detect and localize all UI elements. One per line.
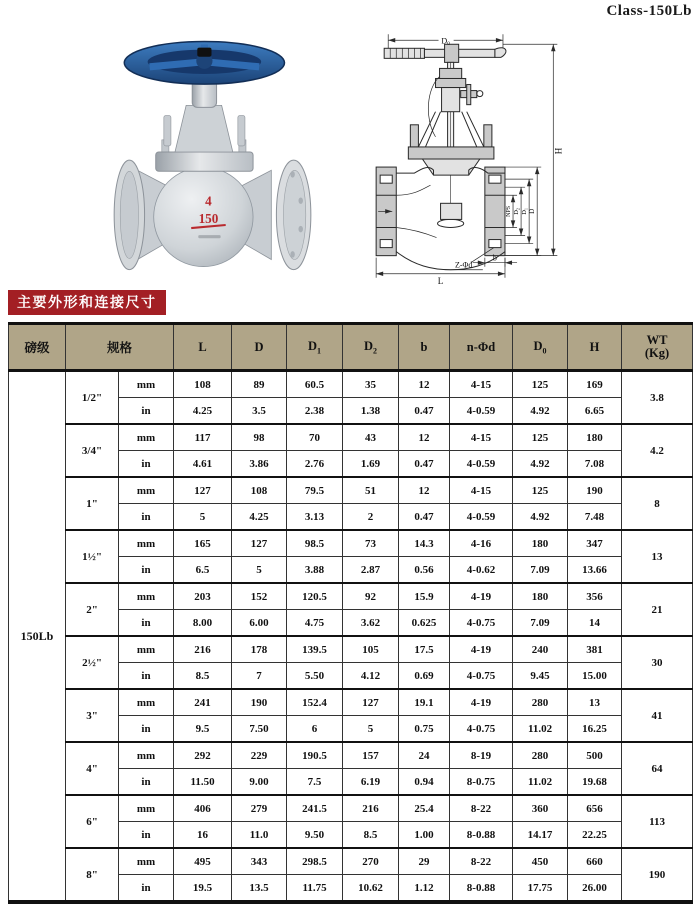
dim-value-cell: 7	[232, 663, 287, 690]
dim-value-cell: 8.00	[174, 610, 232, 637]
dim-value-cell: 98	[232, 424, 287, 451]
dimension-arrowhead	[551, 249, 555, 256]
dim-value-cell: 4-0.59	[450, 504, 513, 531]
dim-value-cell: 4.25	[174, 398, 232, 425]
dim-label-d0: D0	[441, 36, 450, 47]
dimension-arrowhead	[511, 195, 515, 202]
dim-value-cell: 1.00	[399, 822, 450, 849]
dim-value-cell: 127	[174, 477, 232, 504]
dim-value-cell: 139.5	[287, 636, 343, 663]
size-cell: 1"	[66, 477, 119, 530]
size-row-mm	[9, 742, 693, 769]
dimensions-table	[8, 322, 693, 904]
dim-value-cell: 203	[174, 583, 232, 610]
dim-value-cell: 656	[568, 795, 622, 822]
dim-value-cell: 5	[343, 716, 399, 743]
dim-value-cell: 495	[174, 848, 232, 875]
unit-mm-cell: mm	[119, 530, 174, 557]
dim-value-cell: 12	[399, 371, 450, 398]
dim-label-l: L	[437, 275, 444, 286]
header-wt-top: WT	[646, 333, 668, 347]
dim-value-cell: 98.5	[287, 530, 343, 557]
dim-value-cell: 89	[232, 371, 287, 398]
dim-value-cell: 2	[343, 504, 399, 531]
dim-value-cell: 450	[513, 848, 568, 875]
dim-value-cell: 240	[513, 636, 568, 663]
valve-photo	[103, 20, 321, 282]
dim-value-cell: 8-22	[450, 795, 513, 822]
header-H: H	[568, 324, 622, 371]
pound-class-cell: 150Lb	[9, 371, 66, 903]
size-row-mm	[9, 424, 693, 451]
size-cell: 1/2"	[66, 371, 119, 425]
dim-value-cell: 4.75	[287, 610, 343, 637]
weight-cell: 4.2	[622, 424, 693, 477]
dim-value-cell: 4.25	[232, 504, 287, 531]
dim-value-cell: 0.94	[399, 769, 450, 796]
weight-cell: 41	[622, 689, 693, 742]
dim-value-cell: 127	[343, 689, 399, 716]
dim-value-cell: 14.17	[513, 822, 568, 849]
dim-value-cell: 4-19	[450, 689, 513, 716]
dim-value-cell: 4-15	[450, 371, 513, 398]
dim-value-cell: 8-19	[450, 742, 513, 769]
dim-value-cell: 4-15	[450, 424, 513, 451]
dim-value-cell: 11.50	[174, 769, 232, 796]
dim-value-cell: 79.5	[287, 477, 343, 504]
header-D1: $D_1$	[287, 324, 343, 371]
dim-value-cell: 292	[174, 742, 232, 769]
dim-value-cell: 241	[174, 689, 232, 716]
dim-value-cell: 4-19	[450, 636, 513, 663]
unit-in-cell: in	[119, 504, 174, 531]
dim-value-cell: 51	[343, 477, 399, 504]
dim-value-cell: 14.3	[399, 530, 450, 557]
weight-cell: 13	[622, 530, 693, 583]
dim-value-cell: 9.00	[232, 769, 287, 796]
size-cell: 6"	[66, 795, 119, 848]
unit-mm-cell: mm	[119, 636, 174, 663]
dim-value-cell: 152	[232, 583, 287, 610]
dim-value-cell: 157	[343, 742, 399, 769]
gland-bolt	[238, 116, 245, 146]
dim-value-cell: 500	[568, 742, 622, 769]
size-row-mm	[9, 477, 693, 504]
dim-value-cell: 343	[232, 848, 287, 875]
size-cell: 3"	[66, 689, 119, 742]
dim-value-cell: 190	[232, 689, 287, 716]
dim-value-cell: 280	[513, 689, 568, 716]
header-pound-class: 磅级	[9, 324, 66, 371]
dim-value-cell: 19.1	[399, 689, 450, 716]
dim-value-cell: 3.88	[287, 557, 343, 584]
size-cell: 4"	[66, 742, 119, 795]
dim-value-cell: 0.47	[399, 504, 450, 531]
dim-value-cell: 120.5	[287, 583, 343, 610]
header-wt-bottom: (Kg)	[644, 346, 670, 360]
globe-valve-photo-svg	[103, 20, 321, 282]
dim-value-cell: 12	[399, 477, 450, 504]
dim-value-cell: 4-19	[450, 583, 513, 610]
dim-value-cell: 19.68	[568, 769, 622, 796]
bolt-hole	[290, 251, 294, 257]
dim-value-cell: 7.08	[568, 451, 622, 478]
size-cell: 8"	[66, 848, 119, 902]
unit-in-cell: in	[119, 663, 174, 690]
weight-cell: 21	[622, 583, 693, 636]
dim-value-cell: 216	[174, 636, 232, 663]
left-flange-face	[120, 171, 138, 258]
dim-value-cell: 6.00	[232, 610, 287, 637]
dim-value-cell: 105	[343, 636, 399, 663]
size-cell: 2"	[66, 583, 119, 636]
dim-value-cell: 356	[568, 583, 622, 610]
dim-value-cell: 180	[513, 583, 568, 610]
dim-value-cell: 125	[513, 424, 568, 451]
size-row-mm	[9, 795, 693, 822]
dim-value-cell: 2.87	[343, 557, 399, 584]
weight-cell: 113	[622, 795, 693, 848]
dim-value-cell: 270	[343, 848, 399, 875]
dim-value-cell: 10.62	[343, 875, 399, 903]
dim-value-cell: 125	[513, 477, 568, 504]
dim-value-cell: 0.625	[399, 610, 450, 637]
size-row-mm	[9, 689, 693, 716]
class-rating-label: Class-150Lb	[606, 3, 692, 19]
unit-in-cell: in	[119, 398, 174, 425]
dim-value-cell: 70	[287, 424, 343, 451]
dim-value-cell: 4-0.75	[450, 716, 513, 743]
dim-value-cell: 8.5	[174, 663, 232, 690]
weight-cell: 190	[622, 848, 693, 902]
cast-text-mark	[198, 235, 220, 238]
dim-value-cell: 43	[343, 424, 399, 451]
valve-section	[376, 44, 506, 269]
unit-mm-cell: mm	[119, 371, 174, 398]
dim-value-cell: 26.00	[568, 875, 622, 903]
dim-value-cell: 11.0	[232, 822, 287, 849]
unit-mm-cell: mm	[119, 848, 174, 875]
unit-mm-cell: mm	[119, 795, 174, 822]
dim-value-cell: 13	[568, 689, 622, 716]
header-n-phi-d: n-Φd	[450, 324, 513, 371]
unit-mm-cell: mm	[119, 424, 174, 451]
dim-value-cell: 152.4	[287, 689, 343, 716]
dim-value-cell: 11.02	[513, 769, 568, 796]
dim-label-bolt-holes: Z-Φd	[454, 260, 473, 270]
weight-cell: 3.8	[622, 371, 693, 425]
dim-value-cell: 4-0.59	[450, 451, 513, 478]
unit-in-cell: in	[119, 557, 174, 584]
dim-value-cell: 4.12	[343, 663, 399, 690]
dim-label-b: b	[492, 253, 497, 263]
header-D2: $D_2$	[343, 324, 399, 371]
header-L: L	[174, 324, 232, 371]
dim-value-cell: 169	[568, 371, 622, 398]
dim-value-cell: 7.50	[232, 716, 287, 743]
dim-value-cell: 127	[232, 530, 287, 557]
dim-value-cell: 7.09	[513, 610, 568, 637]
dim-value-cell: 241.5	[287, 795, 343, 822]
unit-in-cell: in	[119, 875, 174, 903]
dim-value-cell: 108	[174, 371, 232, 398]
size-row-mm	[9, 371, 693, 398]
section-banner: 主要外形和连接尺寸	[8, 290, 166, 315]
dim-value-cell: 4.61	[174, 451, 232, 478]
dim-value-cell: 279	[232, 795, 287, 822]
header-WT	[622, 324, 693, 371]
unit-in-cell: in	[119, 451, 174, 478]
dim-value-cell: 0.47	[399, 451, 450, 478]
dim-value-cell: 1.12	[399, 875, 450, 903]
dim-value-cell: 6.5	[174, 557, 232, 584]
dim-value-cell: 13.5	[232, 875, 287, 903]
dim-value-cell: 8-22	[450, 848, 513, 875]
dim-value-cell: 3.5	[232, 398, 287, 425]
dim-value-cell: 4-0.59	[450, 398, 513, 425]
dim-value-cell: 4-0.62	[450, 557, 513, 584]
dimension-arrowhead	[388, 38, 395, 42]
dim-value-cell: 15.00	[568, 663, 622, 690]
dimension-arrowhead	[551, 44, 555, 51]
dim-value-cell: 16.25	[568, 716, 622, 743]
dim-value-cell: 22.25	[568, 822, 622, 849]
bolt-hole	[290, 171, 294, 177]
dimension-arrowhead	[496, 38, 503, 42]
dim-value-cell: 4-0.75	[450, 610, 513, 637]
dim-label-h: H	[553, 147, 564, 155]
dim-value-cell: 92	[343, 583, 399, 610]
yoke	[175, 105, 233, 152]
dim-value-cell: 280	[513, 742, 568, 769]
dim-value-cell: 11.02	[513, 716, 568, 743]
dim-value-cell: 4-0.75	[450, 663, 513, 690]
dim-value-cell: 229	[232, 742, 287, 769]
dim-value-cell: 13.66	[568, 557, 622, 584]
dim-value-cell: 4-16	[450, 530, 513, 557]
dim-label-d1: $D_1$	[521, 207, 529, 215]
bonnet-flange	[156, 152, 253, 171]
dim-value-cell: 9.45	[513, 663, 568, 690]
dim-value-cell: 2.38	[287, 398, 343, 425]
size-cell: 2½"	[66, 636, 119, 689]
dim-value-cell: 73	[343, 530, 399, 557]
dimension-arrowhead	[511, 220, 515, 227]
dim-value-cell: 6	[287, 716, 343, 743]
dim-value-cell: 165	[174, 530, 232, 557]
dim-value-cell: 4.92	[513, 398, 568, 425]
dim-value-cell: 2.76	[287, 451, 343, 478]
dim-value-cell: 4.92	[513, 504, 568, 531]
dimension-arrowhead	[527, 179, 531, 186]
size-cell: 1½"	[66, 530, 119, 583]
dim-value-cell: 406	[174, 795, 232, 822]
weight-cell: 8	[622, 477, 693, 530]
unit-mm-cell: mm	[119, 689, 174, 716]
unit-mm-cell: mm	[119, 742, 174, 769]
valve-drawing-svg	[356, 26, 660, 286]
dimension-arrowhead	[376, 272, 383, 276]
valve-drawing	[356, 26, 660, 286]
dim-value-cell: 108	[232, 477, 287, 504]
bolt-hole	[298, 197, 302, 203]
size-row-mm	[9, 530, 693, 557]
dim-value-cell: 1.38	[343, 398, 399, 425]
dim-value-cell: 9.5	[174, 716, 232, 743]
dim-value-cell: 125	[513, 371, 568, 398]
size-row-mm	[9, 583, 693, 610]
dimension-arrowhead	[498, 272, 505, 276]
dim-value-cell: 15.9	[399, 583, 450, 610]
body-marking-class: 150	[198, 210, 219, 226]
dim-value-cell: 660	[568, 848, 622, 875]
dim-value-cell: 180	[513, 530, 568, 557]
dim-label-nps: NPS	[506, 205, 513, 217]
header-b: b	[399, 324, 450, 371]
dim-value-cell: 1.69	[343, 451, 399, 478]
dim-value-cell: 24	[399, 742, 450, 769]
dim-value-cell: 16	[174, 822, 232, 849]
dim-value-cell: 25.4	[399, 795, 450, 822]
dim-label-d2: $D_2$	[513, 207, 521, 215]
dim-value-cell: 35	[343, 371, 399, 398]
dim-value-cell: 12	[399, 424, 450, 451]
dim-value-cell: 4-15	[450, 477, 513, 504]
unit-in-cell: in	[119, 822, 174, 849]
dim-value-cell: 180	[568, 424, 622, 451]
dim-value-cell: 60.5	[287, 371, 343, 398]
dim-value-cell: 216	[343, 795, 399, 822]
dim-value-cell: 5	[174, 504, 232, 531]
header-D: D	[232, 324, 287, 371]
dimension-arrowhead	[535, 249, 539, 256]
dim-value-cell: 178	[232, 636, 287, 663]
dimension-arrowhead	[519, 187, 523, 194]
dimension-arrowhead	[527, 237, 531, 244]
dim-value-cell: 17.5	[399, 636, 450, 663]
dim-value-cell: 8-0.75	[450, 769, 513, 796]
dim-value-cell: 7.09	[513, 557, 568, 584]
dim-value-cell: 11.75	[287, 875, 343, 903]
body-marking-size: 4	[205, 193, 212, 209]
dim-value-cell: 9.50	[287, 822, 343, 849]
dim-value-cell: 7.5	[287, 769, 343, 796]
handwheel-knob	[197, 48, 211, 57]
dim-value-cell: 17.75	[513, 875, 568, 903]
weight-cell: 64	[622, 742, 693, 795]
dim-value-cell: 29	[399, 848, 450, 875]
dim-value-cell: 0.69	[399, 663, 450, 690]
unit-in-cell: in	[119, 610, 174, 637]
dim-value-cell: 190.5	[287, 742, 343, 769]
dim-value-cell: 3.62	[343, 610, 399, 637]
dim-value-cell: 3.13	[287, 504, 343, 531]
dim-value-cell: 6.19	[343, 769, 399, 796]
weight-cell: 30	[622, 636, 693, 689]
gland-bolt	[164, 116, 171, 146]
dim-value-cell: 8-0.88	[450, 822, 513, 849]
dim-value-cell: 360	[513, 795, 568, 822]
dimension-arrowhead	[505, 260, 512, 264]
dim-value-cell: 14	[568, 610, 622, 637]
size-row-mm	[9, 636, 693, 663]
dimension-arrowhead	[535, 167, 539, 174]
dimension-arrowhead	[519, 228, 523, 235]
dim-value-cell: 4.92	[513, 451, 568, 478]
table-header-row	[9, 324, 693, 371]
unit-mm-cell: mm	[119, 477, 174, 504]
dim-value-cell: 298.5	[287, 848, 343, 875]
dim-value-cell: 7.48	[568, 504, 622, 531]
dim-value-cell: 0.47	[399, 398, 450, 425]
dim-value-cell: 5.50	[287, 663, 343, 690]
dim-value-cell: 381	[568, 636, 622, 663]
dim-value-cell: 0.75	[399, 716, 450, 743]
unit-mm-cell: mm	[119, 583, 174, 610]
dim-value-cell: 5	[232, 557, 287, 584]
dim-label-d: D	[528, 208, 537, 214]
dim-value-cell: 6.65	[568, 398, 622, 425]
dim-value-cell: 8.5	[343, 822, 399, 849]
dim-value-cell: 0.56	[399, 557, 450, 584]
dim-value-cell: 19.5	[174, 875, 232, 903]
header-D0: $D_0$	[513, 324, 568, 371]
dim-value-cell: 8-0.88	[450, 875, 513, 903]
dim-value-cell: 117	[174, 424, 232, 451]
bolt-hole	[298, 226, 302, 232]
dim-value-cell: 347	[568, 530, 622, 557]
unit-in-cell: in	[119, 716, 174, 743]
right-flange-face	[283, 170, 305, 259]
dim-value-cell: 190	[568, 477, 622, 504]
dim-value-cell: 3.86	[232, 451, 287, 478]
size-row-mm	[9, 848, 693, 875]
header-spec: 规格	[66, 324, 174, 371]
unit-in-cell: in	[119, 769, 174, 796]
size-cell: 3/4"	[66, 424, 119, 477]
